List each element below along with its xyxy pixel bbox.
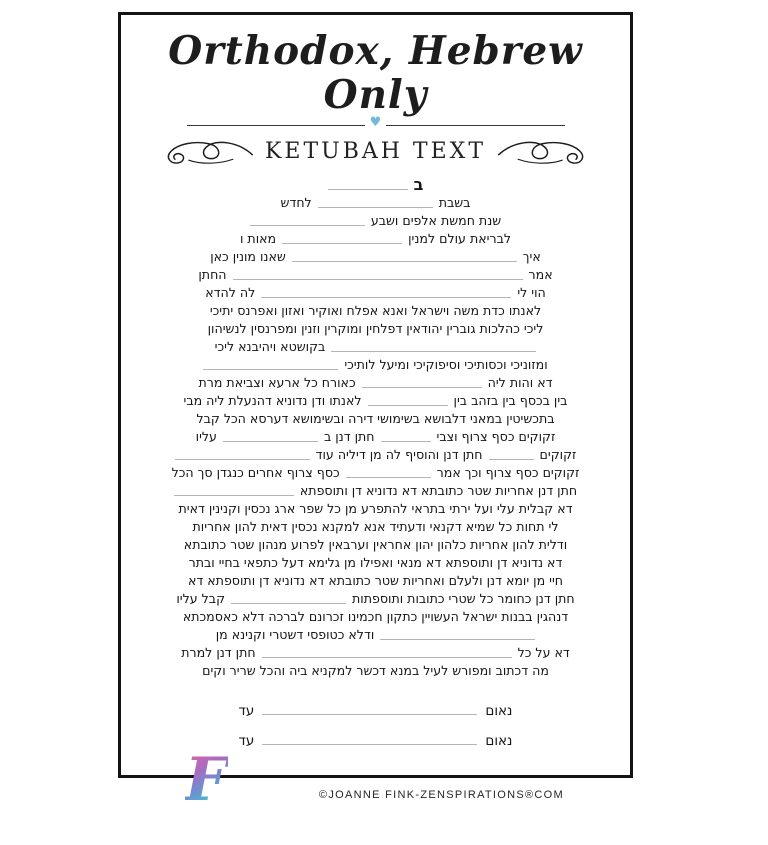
divider-rule-left — [187, 125, 365, 126]
hebrew-text: חתן דנן כחומר כל שטרי כתובות ותוספתות — [352, 591, 575, 606]
hebrew-text: מה דכתוב ומפורש לעיל במנא דכשר למקניא ביה והכל שריר וקים — [202, 663, 549, 678]
title-divider — [187, 115, 565, 132]
hebrew-text: חיי מן יומא דנן ולעלם ואחריות שטר כתובתא דא נדוניא דן ותוספתא דא — [187, 573, 564, 588]
fill-in-blank — [380, 628, 535, 640]
text-line — [160, 283, 592, 301]
fill-in-blank — [203, 358, 338, 370]
fill-in-blank — [368, 394, 448, 406]
text-line — [160, 409, 592, 427]
fill-in-blank — [381, 430, 431, 442]
text-line — [160, 211, 592, 229]
text-line — [160, 355, 592, 373]
hebrew-text: עליו — [195, 429, 217, 444]
fill-in-blank — [331, 340, 536, 352]
hebrew-text: הוי לי — [517, 285, 546, 300]
zenspirations-f-logo: F — [185, 745, 228, 815]
fill-in-blank — [489, 448, 534, 460]
hebrew-text: ודלית להון אחריות כלהון יהון אחראין וערבאין לפרוע מנהון שטר כתובתא — [183, 537, 568, 552]
hebrew-text: דא נדוניא דן ותוספתא דא מנאי ואפילו מן גלימא דעל כתפאי בחיי ובתר — [188, 555, 563, 570]
hebrew-text: בקושטא ויהיבנא ליכי — [214, 339, 326, 354]
witness-line — [160, 695, 592, 719]
hebrew-text: כסף צרוף אחרים כנגדן סך הכל — [171, 465, 340, 480]
divider-rule-right — [386, 125, 564, 126]
text-line — [160, 301, 592, 319]
subtitle-row — [121, 135, 630, 167]
fill-in-blank — [362, 376, 482, 388]
hebrew-text: לחדש — [280, 195, 312, 210]
page-title: Orthodox, Hebrew Only — [168, 28, 583, 118]
hebrew-text: לאנתו כדת משה וישראל ואנא אפלח ואוקיר ואזון ואפרנס יתיכי — [209, 303, 542, 318]
text-line — [160, 229, 592, 247]
fill-in-blank — [318, 196, 433, 208]
text-line — [160, 337, 592, 355]
hebrew-text: בין בכסף בין בזהב בין — [453, 393, 568, 408]
text-line — [160, 643, 592, 661]
copyright-text: ©JOANNE FINK-ZENSPIRATIONS®COM — [318, 789, 564, 801]
hebrew-text: איך — [522, 249, 541, 264]
text-line — [160, 373, 592, 391]
fill-in-blank — [174, 484, 294, 496]
text-line — [160, 535, 592, 553]
hebrew-text: ומזוניכי וכסותיכי וסיפוקיכי ומיעל לותיכי — [344, 357, 548, 372]
ketubah-body-text — [160, 175, 592, 679]
header — [121, 15, 630, 167]
fill-in-blank — [262, 646, 512, 658]
text-line — [160, 517, 592, 535]
fill-in-blank — [282, 232, 402, 244]
hebrew-text: זקוקים — [539, 447, 577, 462]
hebrew-text: לבריאת עולם למנין — [408, 231, 512, 246]
hebrew-text: ליכי כהלכות גוברין יהודאין דפלחין ומוקרין וזנין ומפרנסין לנשיהון — [207, 321, 544, 336]
fill-in-blank — [223, 430, 318, 442]
hebrew-text: שנת חמשת אלפים ושבע — [370, 213, 502, 228]
flourish-right-icon — [496, 135, 588, 167]
hebrew-text: קבל עליו — [176, 591, 226, 606]
text-line — [160, 661, 592, 679]
witness-signature-lines — [160, 695, 592, 749]
hebrew-text: עד — [238, 733, 255, 749]
hebrew-text: עד — [238, 703, 255, 719]
text-line — [160, 481, 592, 499]
hebrew-text: חתן דנן ב — [323, 429, 375, 444]
text-line — [160, 427, 592, 445]
hebrew-text: חתן דנן למרת — [181, 645, 256, 660]
hebrew-text: דא על כל — [517, 645, 570, 660]
text-line — [160, 499, 592, 517]
heart-icon: ♥ — [369, 115, 382, 130]
text-line — [160, 463, 592, 481]
text-line — [160, 625, 592, 643]
hebrew-text: בתכשיטין במאני דלבושא בשימושי דירה ובשימושא דערסא הכל קבל — [196, 411, 555, 426]
hebrew-text: לאנתו ודן נדוניא דהנעלת ליה מבי — [183, 393, 362, 408]
hebrew-text: נאום — [485, 733, 513, 749]
hebrew-text: ב — [413, 175, 424, 194]
hebrew-text: זקוקים כסף צרוף וצבי — [436, 429, 556, 444]
text-line — [160, 319, 592, 337]
text-line — [160, 589, 592, 607]
hebrew-text: מאות ו — [239, 231, 277, 246]
hebrew-text: בשבת — [438, 195, 471, 210]
hebrew-text: נאום — [485, 703, 513, 719]
hebrew-text: לי תחות כל שמיא דקנאי ודעתיד אנא למקנא נכסין דאית להון אחריות — [192, 519, 559, 534]
text-line — [160, 553, 592, 571]
fill-in-blank — [292, 250, 517, 262]
text-line — [160, 445, 592, 463]
footer — [121, 745, 630, 845]
fill-in-blank — [262, 733, 477, 745]
text-line — [160, 175, 592, 193]
text-line — [160, 265, 592, 283]
hebrew-text: ודלא כטופסי דשטרי וקנינא מן — [215, 627, 375, 642]
fill-in-blank — [175, 448, 310, 460]
hebrew-text: דא והות ליה — [487, 375, 553, 390]
fill-in-blank — [231, 592, 346, 604]
subtitle: KETUBAH TEXT — [264, 138, 486, 164]
hebrew-text: לה להדא — [205, 285, 256, 300]
fill-in-blank — [262, 703, 477, 715]
text-line — [160, 607, 592, 625]
fill-in-blank — [328, 178, 408, 190]
text-line — [160, 571, 592, 589]
fill-in-blank — [233, 268, 523, 280]
hebrew-text: החתן — [198, 267, 227, 282]
fill-in-blank — [250, 214, 365, 226]
flourish-left-icon — [163, 135, 255, 167]
text-line — [160, 193, 592, 211]
text-line — [160, 391, 592, 409]
hebrew-text: כאורח כל ארעא וצביאת מרת — [198, 375, 356, 390]
hebrew-text: שאנו מונין כאן — [210, 249, 286, 264]
fill-in-blank — [261, 286, 511, 298]
text-line — [160, 247, 592, 265]
hebrew-text: דנהגין בבנות ישראל העשויין כתקון חכמינו זכרונם לברכה דלא כאסמכתא — [182, 609, 569, 624]
hebrew-text: דא קבלית עלי ועל ירתי בתראי להתפרע מן כל שפר ארג נכסין וקנינין דאית — [178, 501, 573, 516]
fill-in-blank — [346, 466, 431, 478]
hebrew-text: חתן דנן אחריות שטר כתובתא דא נדוניא דן ותוספתא — [299, 483, 578, 498]
ketubah-page — [118, 12, 633, 815]
hebrew-text: חתן דנן והוסיף לה מן דיליה עוד — [315, 447, 483, 462]
hebrew-text: זקוקים כסף צרוף וכך אמר — [436, 465, 580, 480]
hebrew-text: אמר — [528, 267, 553, 282]
